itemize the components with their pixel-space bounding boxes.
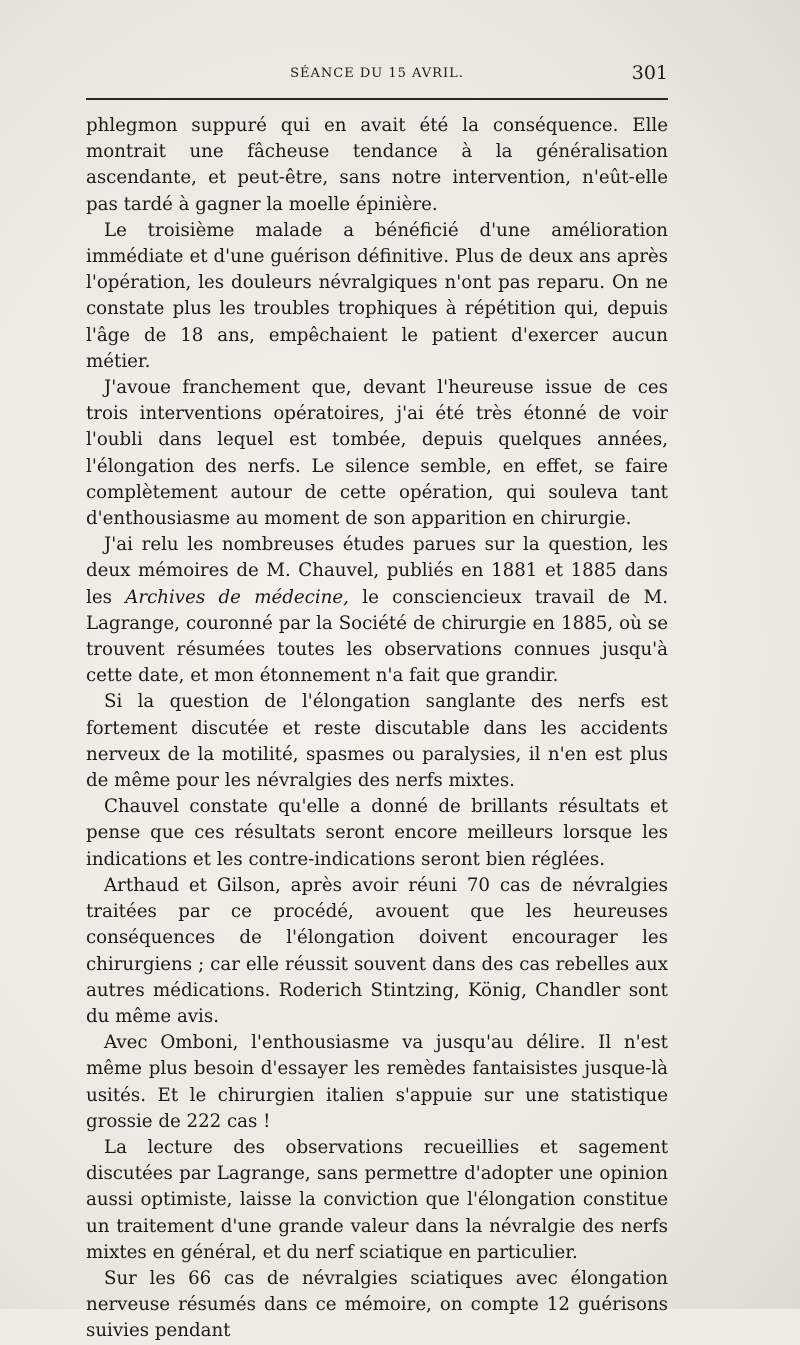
paragraph: Arthaud et Gilson, après avoir réuni 70 cas de névralgies traitées par ce procédé, avouent que les heureuses conséquences de l'élongation doivent encourager les chirurgiens ; car elle réussit souvent dans des cas rebelles aux autres médications. Roderich Stintzing, König, Chandler sont du même avis. (86, 874, 668, 1027)
page-number: 301 (631, 62, 668, 84)
paragraph: Chauvel constate qu'elle a donné de brillants résultats et pense que ces résultats seront encore meilleurs lorsque les indications et les contre-indications seront bien réglées. (86, 796, 668, 870)
paragraph: Le troisième malade a bénéficié d'une amélioration immédiate et d'une guérison définitive. Plus de deux ans après l'opération, les douleurs névralgiques n'ont pas reparu. On ne constate plus les troubles trophiques à répétition qui, depuis l'âge de 18 ans, empêchaient le patient d'exercer aucun métier. (86, 219, 668, 372)
paragraph-text: J'ai relu les nombreuses études parues sur la question, les deux mémoires de M. Chauvel, publiés en 1881 et 1885 dans les (86, 534, 668, 608)
paragraph (86, 532, 668, 689)
header-rule (86, 98, 668, 100)
paragraph: Avec Omboni, l'enthousiasme va jusqu'au délire. Il n'est même plus besoin d'essayer les remèdes fantaisistes jusque-là usités. Et le chirurgien italien s'appuie sur une statistique grossie de 222 cas ! (86, 1032, 668, 1132)
paragraph-text: le consciencieux travail de M. Lagrange, couronné par la Société de chirurgie en 1885, où se trouvent résumées toutes les observations connues jusqu'à cette date, et mon étonnement n'a fait que grandir. (86, 586, 668, 687)
paragraph: La lecture des observations recueillies et sagement discutées par Lagrange, sans permettre d'adopter une opinion aussi optimiste, laisse la conviction que l'élongation constitue un traitement d'une grande valeur dans la névralgie des nerfs mixtes en général, et du nerf sciatique en particulier. (86, 1136, 668, 1263)
running-title: SÉANCE DU 15 AVRIL. (290, 66, 464, 81)
paragraph: Sur les 66 cas de névralgies sciatiques avec élongation nerveuse résumés dans ce mémoire, on compte 12 guérisons suivies pendant (86, 1267, 668, 1342)
paragraph: Si la question de l'élongation sanglante des nerfs est fortement discutée et reste discutable dans les accidents nerveux de la motilité, spasmes ou paralysies, il n'en est plus de même pour les névralgies des nerfs mixtes. (86, 691, 668, 792)
page-header (86, 62, 668, 92)
body-text (86, 113, 668, 1345)
paragraph: J'avoue franchement que, devant l'heureuse issue de ces trois interventions opératoires, j'ai été très étonné de voir l'oubli dans lequel est tombée, depuis quelques années, l'élongation des nerfs. Le silence semble, en effet, se faire complètement autour de cette opération, qui souleva tant d'enthousiasme au moment de son apparition en chirurgie. (86, 377, 668, 530)
journal-title: Archives de médecine, (125, 586, 349, 608)
paragraph: phlegmon suppuré qui en avait été la conséquence. Elle montrait une fâcheuse tendance à la généralisation ascendante, et peut-être, sans notre intervention, n'eût-elle pas tardé à gagner la moelle épinière. (86, 115, 668, 215)
